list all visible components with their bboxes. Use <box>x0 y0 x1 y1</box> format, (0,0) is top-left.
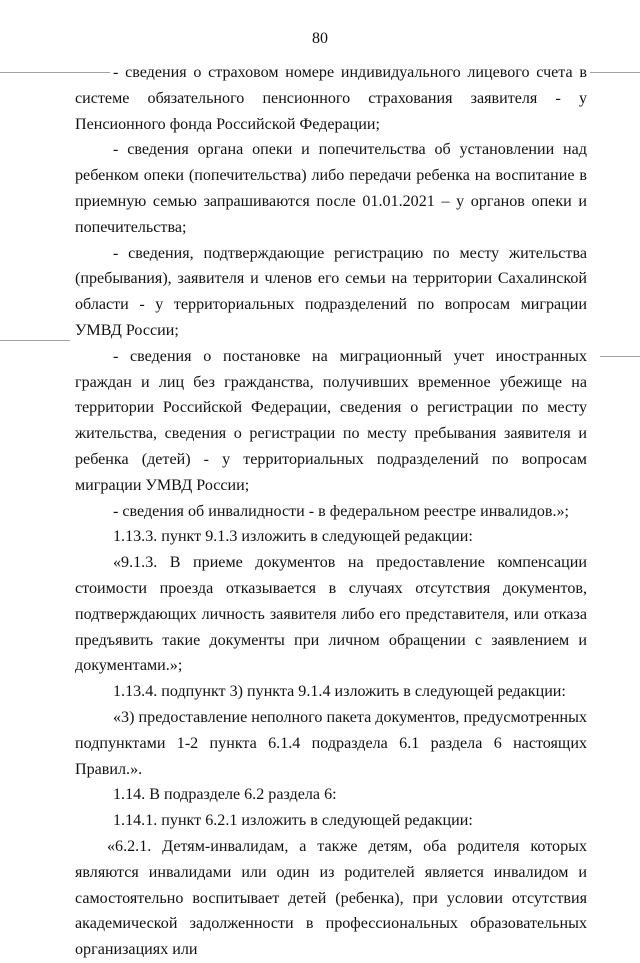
paragraph: «9.1.3. В приеме документов на предоставление компенсации стоимости проезда отказывается в случаях отсутствия документов, подтверждающих личность заявителя либо его представителя, или отказа предъявить такие документы при личном обращении с заявлением и документами.»; <box>75 554 587 675</box>
paragraph: 1.13.4. подпункт 3) пункта 9.1.4 изложить в следующей редакции: <box>113 683 566 701</box>
scan-artifact-right-top <box>590 72 640 73</box>
page-number: 80 <box>312 30 328 47</box>
scan-artifact-left-mid <box>0 340 70 341</box>
paragraph: 1.14.1. пункт 6.2.1 изложить в следующей редакции: <box>113 812 473 830</box>
paragraph: - сведения органа опеки и попечительства об установлении над ребенком опеки (попечительства) либо передачи ребенка на воспитание в приемную семью запрашиваются после 01.01.2021 – у органов опеки и попечительства; <box>75 141 587 236</box>
document-body <box>75 60 587 963</box>
paragraph: - сведения о постановке на миграционный учет иностранных граждан и лиц без гражданства, получивших временное убежище на территории Российской Федерации, сведения о регистрации по месту жительства, сведения о регистрации по месту пребывания заявителя и ребенка (детей) - у территориальных подразделений по вопросам миграции УМВД России; <box>75 347 587 494</box>
paragraph: - сведения, подтверждающие регистрацию по месту жительства (пребывания), заявителя и членов его семьи на территории Сахалинской области - у территориальных подразделений по вопросам миграции УМВД России; <box>75 244 587 339</box>
scan-artifact-right-mid <box>600 356 640 357</box>
paragraph: - сведения о страховом номере индивидуального лицевого счета в системе обязательного пенсионного страхования заявителя - у Пенсионного фонда Российской Федерации; <box>75 64 587 133</box>
paragraph: «6.2.1. Детям-инвалидам, а также детям, оба родителя которых являются инвалидами или один из родителей является инвалидом и самостоятельно воспитывает детей (ребенка), при условии отсутствия академической задолженности в профессиональных образовательных организациях или <box>75 837 587 959</box>
paragraph: - сведения об инвалидности - в федеральном реестре инвалидов.»; <box>113 502 570 520</box>
paragraph: «3) предоставление неполного пакета документов, предусмотренных подпунктами 1-2 пункта 6.1.4 подраздела 6.1 раздела 6 настоящих Правил.». <box>75 708 587 778</box>
paragraph: 1.14. В подразделе 6.2 раздела 6: <box>113 786 337 804</box>
paragraph: 1.13.3. пункт 9.1.3 изложить в следующей редакции: <box>113 528 473 546</box>
